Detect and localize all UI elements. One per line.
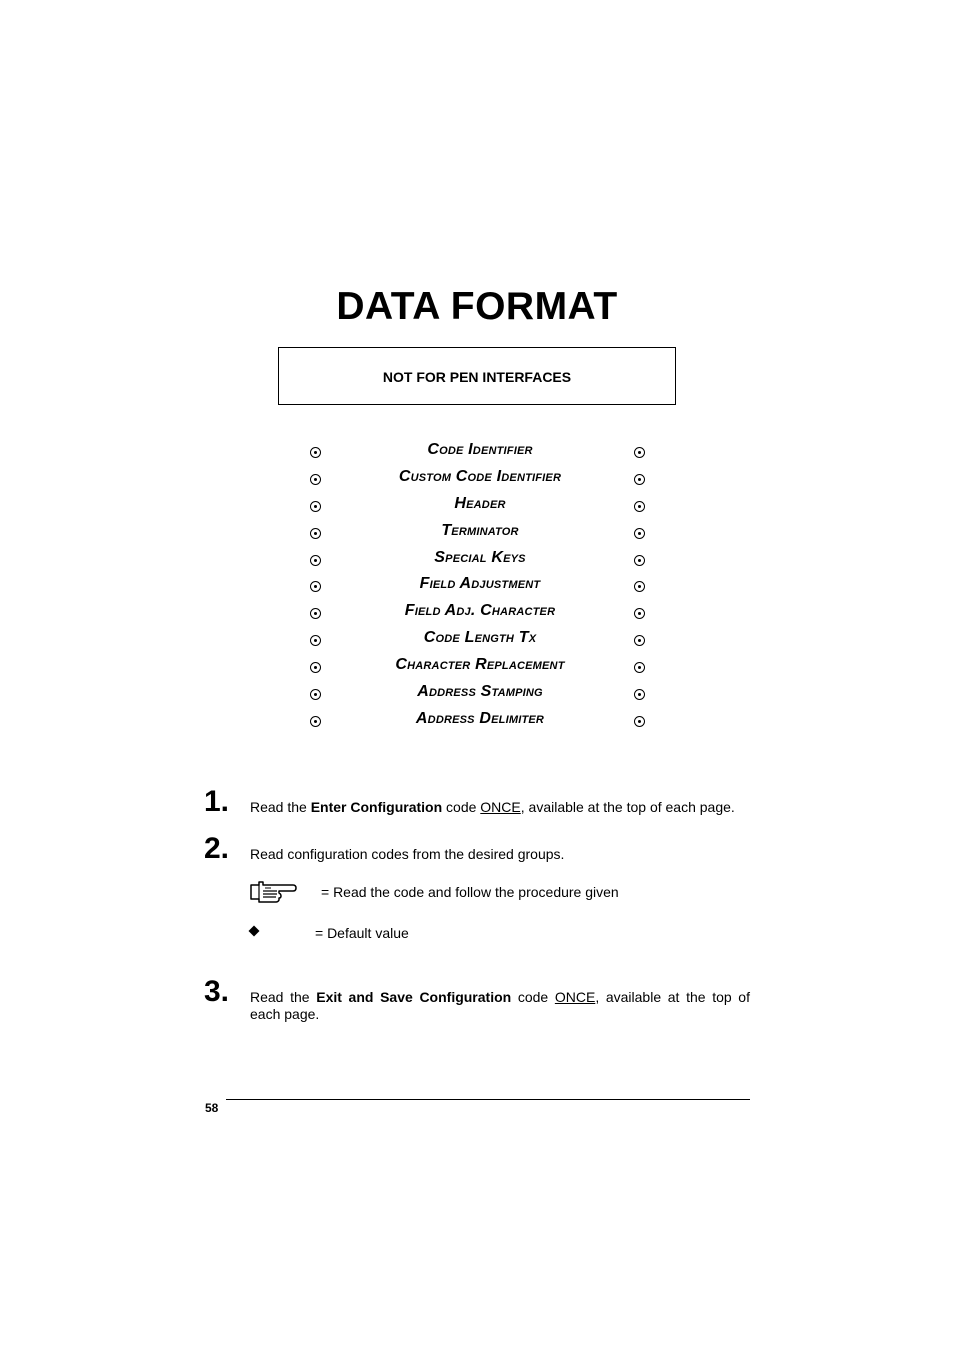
circle-bullet-icon bbox=[634, 501, 645, 512]
section-item-label: Code Length Tx bbox=[423, 629, 537, 647]
footer-rule bbox=[226, 1099, 750, 1100]
section-item bbox=[300, 522, 660, 549]
page-title: DATA FORMAT bbox=[336, 285, 618, 328]
section-item bbox=[300, 629, 660, 656]
step-2-text: Read configuration codes from the desired groups. bbox=[250, 846, 565, 862]
step-3-number: 3. bbox=[204, 975, 230, 1008]
default-legend-text: = Default value bbox=[315, 925, 409, 941]
circle-bullet-icon bbox=[634, 474, 645, 485]
step-3-bold: Exit and Save Configuration bbox=[316, 989, 512, 1005]
step-1-underline: ONCE bbox=[480, 799, 521, 815]
page-number: 58 bbox=[205, 1101, 219, 1115]
section-item bbox=[300, 549, 660, 576]
notice-box bbox=[278, 347, 676, 405]
section-item-label: Terminator bbox=[441, 521, 519, 539]
section-item bbox=[300, 683, 660, 710]
circle-bullet-icon bbox=[634, 689, 645, 700]
section-item bbox=[300, 602, 660, 629]
step-1-number: 1. bbox=[204, 785, 230, 818]
section-item-label: Address Delimiter bbox=[415, 709, 545, 727]
section-list bbox=[300, 441, 660, 737]
step-3-underline: ONCE bbox=[554, 989, 596, 1005]
section-item-label: Character Replacement bbox=[395, 656, 565, 674]
circle-bullet-icon bbox=[634, 447, 645, 458]
step-1-text: Read the Enter Configuration code ONCE, available at the top of each page. bbox=[250, 799, 735, 815]
section-item bbox=[300, 441, 660, 468]
circle-bullet-icon bbox=[634, 528, 645, 539]
diamond-icon bbox=[248, 925, 260, 937]
step-2-number: 2. bbox=[204, 832, 230, 865]
section-item-label: Field Adj. Character bbox=[404, 602, 556, 620]
section-item bbox=[300, 656, 660, 683]
pointing-hand-icon bbox=[249, 879, 297, 905]
section-item-label: Field Adjustment bbox=[419, 575, 541, 593]
section-item bbox=[300, 495, 660, 522]
section-item-label: Header bbox=[454, 494, 506, 512]
section-item bbox=[300, 468, 660, 495]
section-item-label: Address Stamping bbox=[417, 683, 543, 701]
section-item bbox=[300, 575, 660, 602]
step-1-bold: Enter Configuration bbox=[310, 799, 443, 815]
section-item-label: Special Keys bbox=[434, 548, 526, 566]
procedure-legend-text: = Read the code and follow the procedure given bbox=[321, 884, 619, 900]
section-item-label: Custom Code Identifier bbox=[398, 467, 562, 485]
notice-text: NOT FOR PEN INTERFACES bbox=[382, 369, 572, 385]
circle-bullet-icon bbox=[634, 555, 645, 566]
section-item-label: Code Identifier bbox=[427, 441, 533, 458]
step-3-text: Read the Exit and Save Configuration code ONCE, available at the top of each page. bbox=[250, 989, 750, 1022]
circle-bullet-icon bbox=[634, 716, 645, 727]
section-item bbox=[300, 710, 660, 737]
